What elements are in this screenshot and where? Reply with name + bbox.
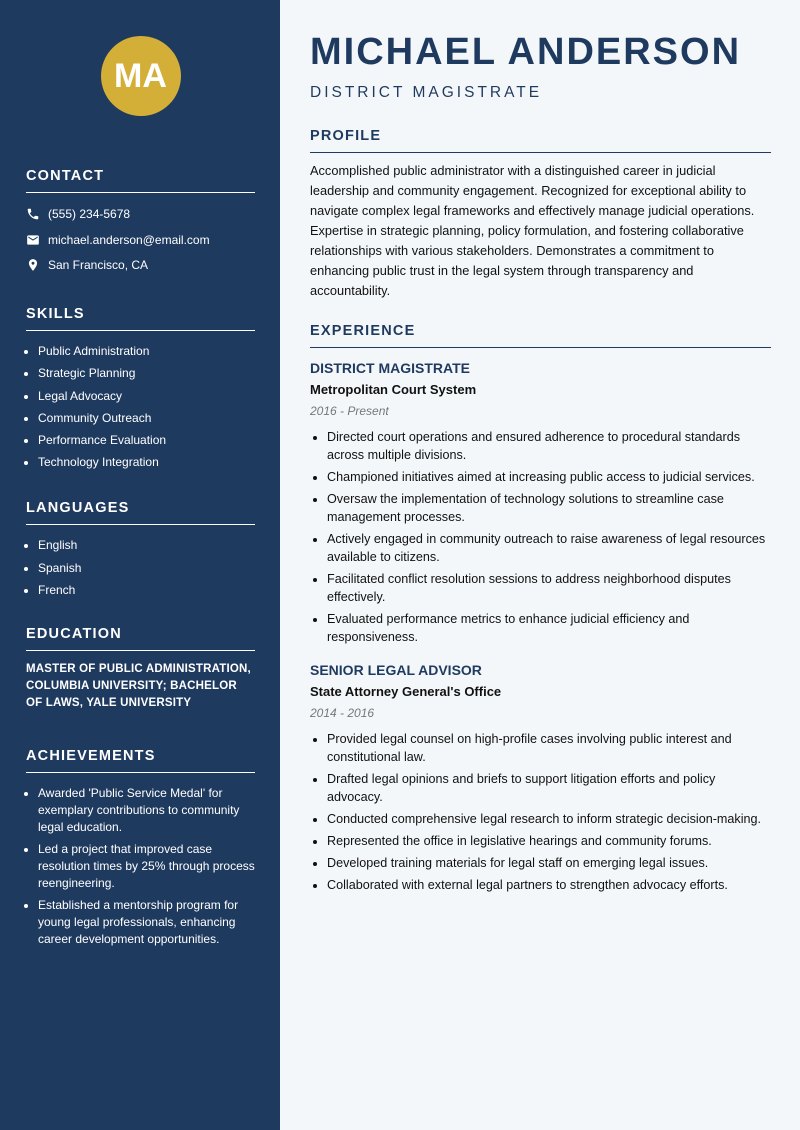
education-text: MASTER OF PUBLIC ADMINISTRATION, COLUMBIA UNIVERSITY; BACHELOR OF LAWS, YALE UNIVERSITY — [26, 663, 251, 710]
avatar: MA — [101, 36, 181, 116]
skill-item: • Public Administration — [38, 343, 255, 359]
duty-item: • Directed court operations and ensured adherence to procedural standards across multiple divisions. — [327, 428, 771, 464]
job-company: State Attorney General's Office — [310, 684, 502, 699]
duty-item: • Facilitated conflict resolution sessions to address neighborhood disputes effectively. — [327, 570, 771, 606]
skills-list — [26, 331, 255, 470]
achievement-item: • Established a mentorship program for young legal professionals, enhancing career development opportunities. — [38, 897, 255, 948]
job-duties — [310, 730, 771, 894]
skill-item: • Community Outreach — [38, 410, 255, 426]
education-section — [26, 626, 255, 712]
contact-list — [26, 193, 255, 274]
languages-section — [26, 500, 255, 598]
phone-icon — [26, 207, 40, 221]
job-entry — [310, 662, 771, 894]
duty-item: • Represented the office in legislative hearings and community forums. — [327, 832, 771, 850]
email-text: michael.anderson@email.com — [48, 232, 210, 247]
achievements-list — [26, 773, 255, 948]
skills-section — [26, 306, 255, 470]
email-icon — [26, 233, 40, 247]
achievement-item: • Led a project that improved case resolution times by 25% through process reengineering. — [38, 841, 255, 892]
location-text: San Francisco, CA — [48, 258, 149, 272]
language-item: • English — [38, 537, 255, 553]
profile-text: Accomplished public administrator with a distinguished career in judicial leadership and community engagement. Recognized for exceptional ability to navigate complex legal frameworks and effectively manage judicial operations. Expertise in strategic planning, policy formulation, and fostering collaborative relationships with various stakeholders. Demonstrates a commitment to enhancing public trust in the legal system through transparency and accountability. — [310, 163, 755, 298]
duty-item: • Actively engaged in community outreach to raise awareness of legal resources available to citizens. — [327, 530, 771, 566]
skills-heading: SKILLS — [26, 306, 255, 331]
job-title: DISTRICT MAGISTRATE — [310, 360, 470, 376]
skill-item: • Performance Evaluation — [38, 432, 255, 448]
skill-item: • Strategic Planning — [38, 365, 255, 381]
duty-item: • Developed training materials for legal staff on emerging legal issues. — [327, 854, 771, 872]
person-name: MICHAEL ANDERSON — [310, 31, 742, 73]
experience-section — [310, 323, 771, 894]
job-dates: 2016 - Present — [310, 404, 389, 418]
contact-phone — [26, 205, 255, 223]
achievements-section — [26, 748, 255, 948]
location-pin-icon — [26, 258, 40, 272]
job-entry — [310, 360, 771, 646]
education-heading: EDUCATION — [26, 626, 255, 651]
person-title: DISTRICT MAGISTRATE — [310, 84, 543, 101]
job-dates: 2014 - 2016 — [310, 706, 375, 720]
main-content — [280, 0, 800, 1130]
languages-list — [26, 525, 255, 598]
language-item: • Spanish — [38, 560, 255, 576]
skill-item: • Technology Integration — [38, 454, 255, 470]
profile-heading: PROFILE — [310, 128, 771, 153]
language-item: • French — [38, 582, 255, 598]
duty-item: • Conducted comprehensive legal research to inform strategic decision-making. — [327, 810, 771, 828]
job-duties — [310, 428, 771, 646]
skill-item: • Legal Advocacy — [38, 388, 255, 404]
job-company: Metropolitan Court System — [310, 382, 477, 397]
contact-location — [26, 256, 255, 274]
duty-item: • Oversaw the implementation of technology solutions to streamline case management processes. — [327, 490, 771, 526]
job-title: SENIOR LEGAL ADVISOR — [310, 662, 482, 678]
contact-section — [26, 168, 255, 274]
duty-item: • Provided legal counsel on high-profile cases involving public interest and constitutional law. — [327, 730, 771, 766]
sidebar — [0, 0, 280, 1130]
achievement-item: • Awarded 'Public Service Medal' for exemplary contributions to community legal education. — [38, 785, 255, 836]
duty-item: • Collaborated with external legal partners to strengthen advocacy efforts. — [327, 876, 771, 894]
contact-heading: CONTACT — [26, 168, 255, 193]
profile-section — [310, 128, 771, 301]
duty-item: • Evaluated performance metrics to enhance judicial efficiency and responsiveness. — [327, 610, 771, 646]
duty-item: • Championed initiatives aimed at increasing public access to judicial services. — [327, 468, 771, 486]
contact-email — [26, 231, 255, 249]
phone-text: (555) 234-5678 — [48, 207, 131, 221]
languages-heading: LANGUAGES — [26, 500, 255, 525]
experience-heading: EXPERIENCE — [310, 323, 771, 348]
duty-item: • Drafted legal opinions and briefs to support litigation efforts and policy advocacy. — [327, 770, 771, 806]
achievements-heading: ACHIEVEMENTS — [26, 748, 255, 773]
